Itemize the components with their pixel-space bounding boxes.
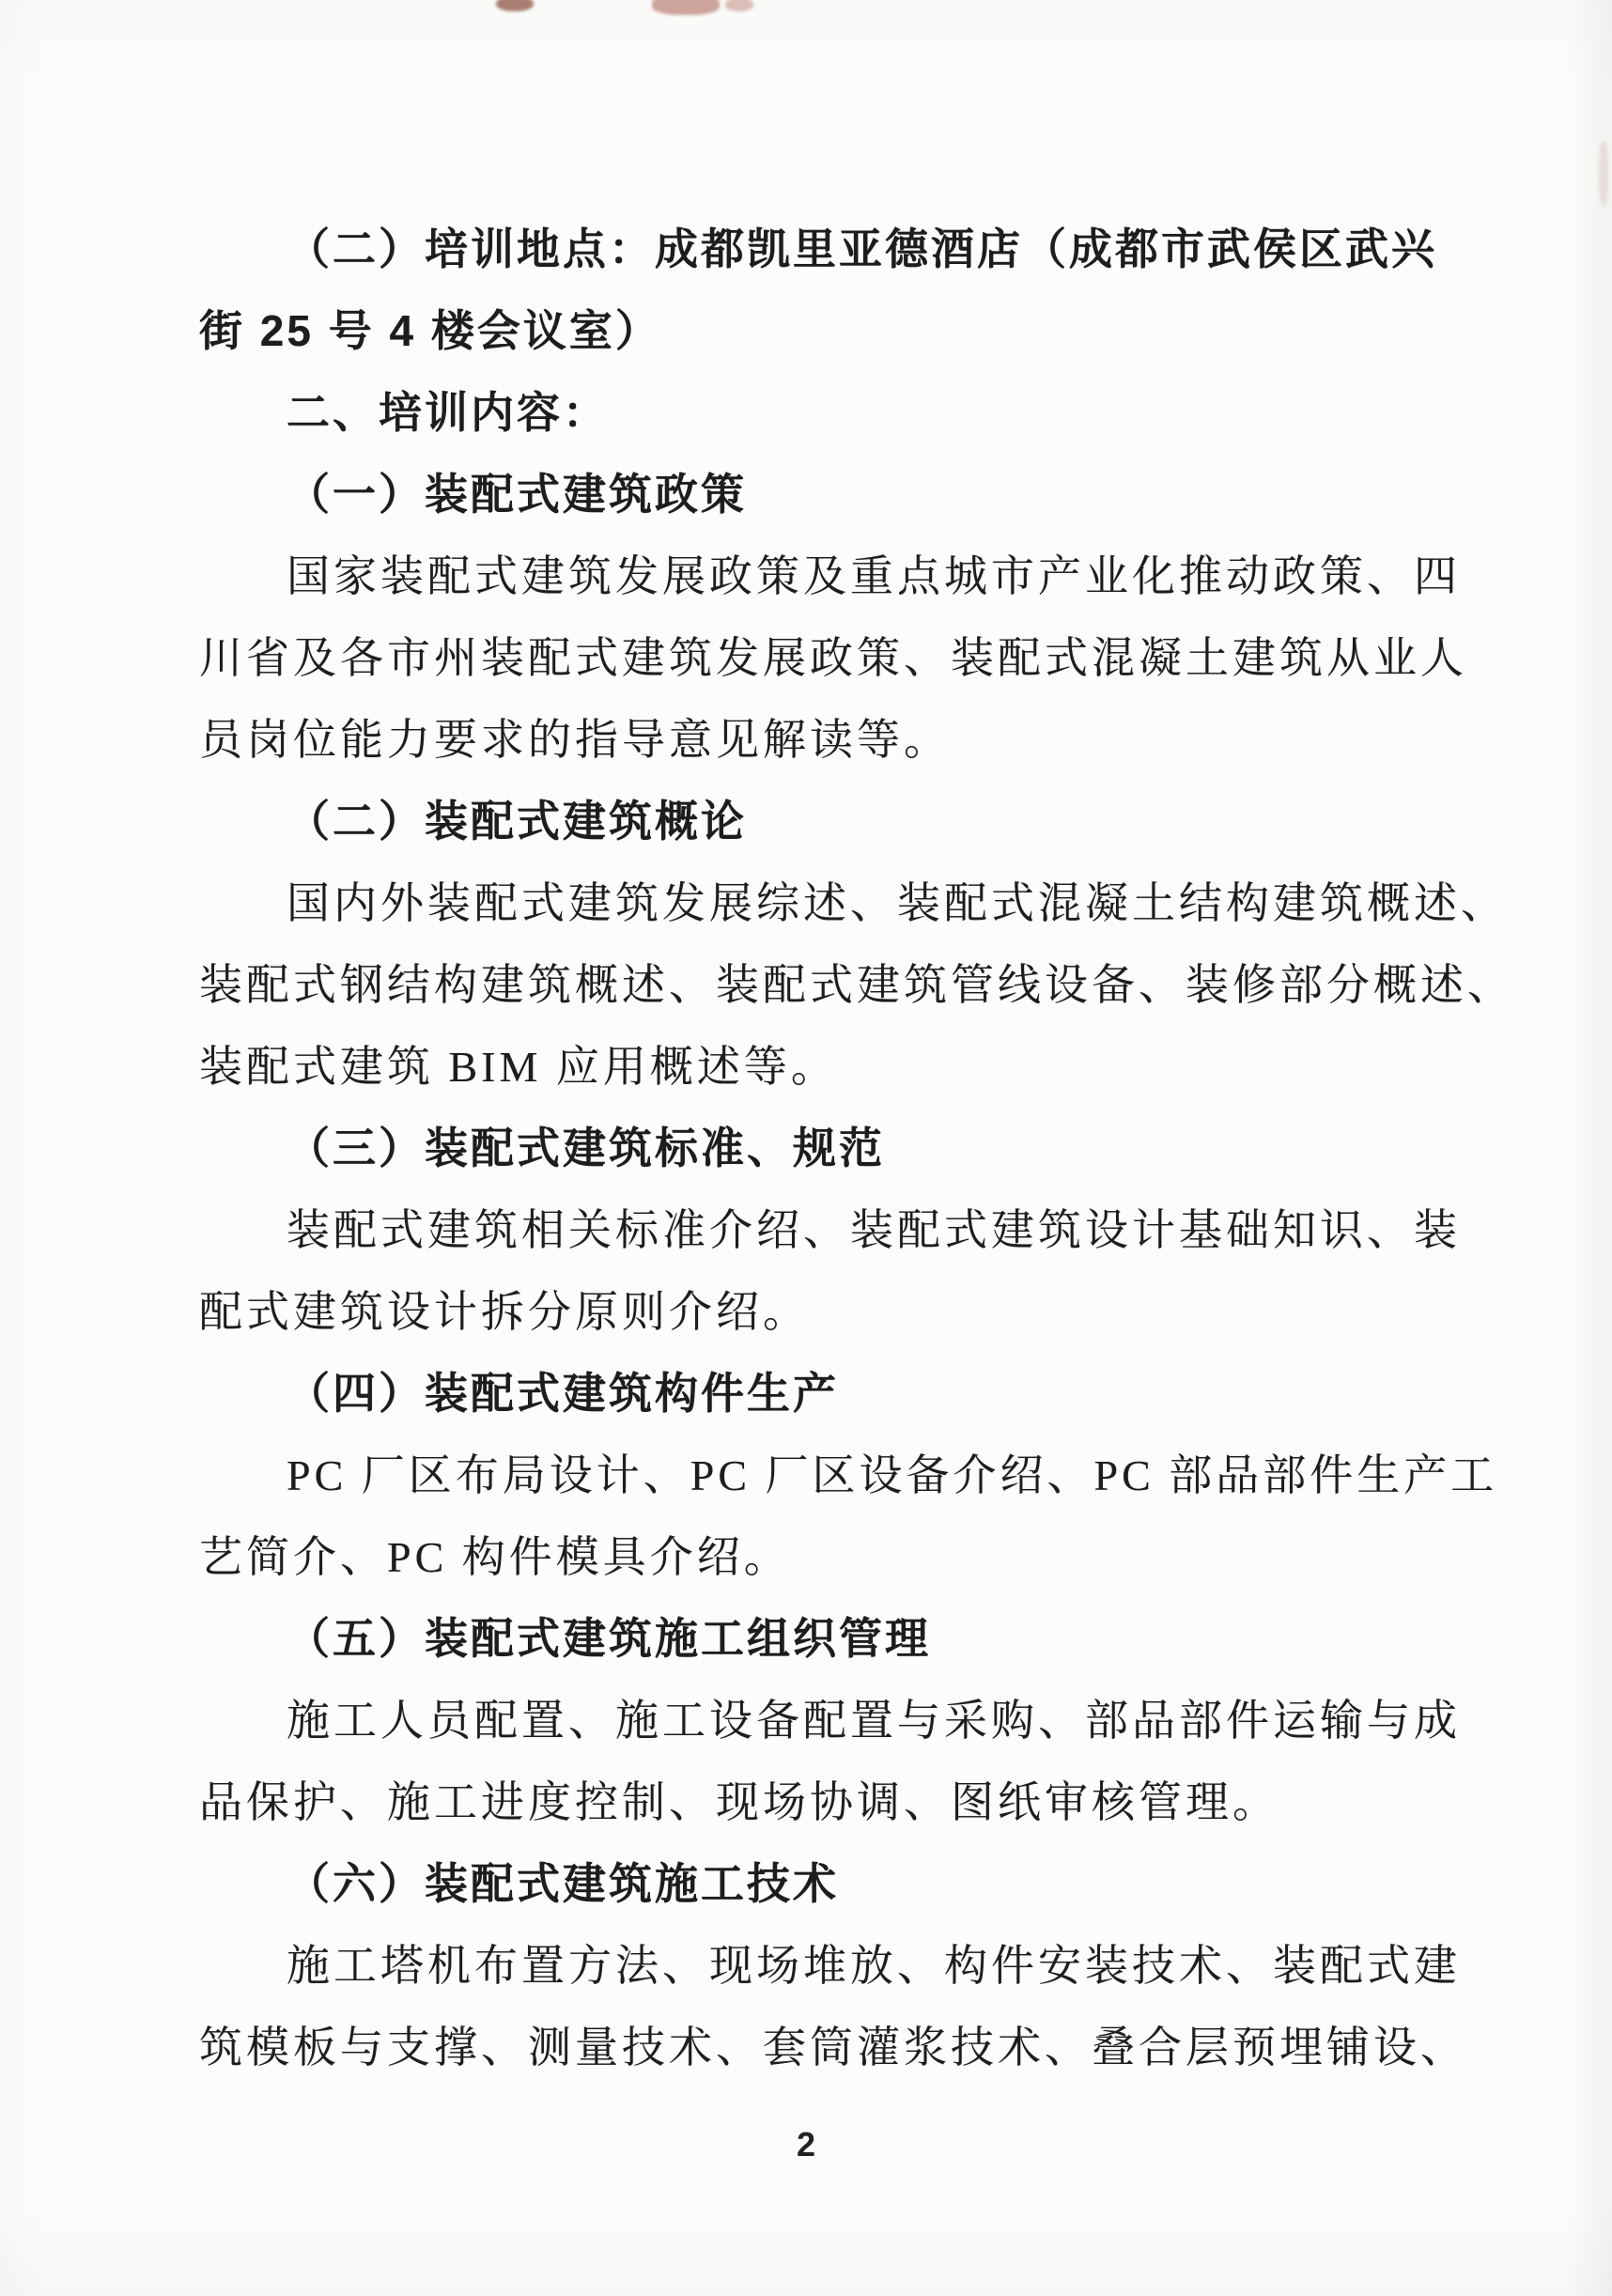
body-text-line: 施工人员配置、施工设备配置与采购、部品部件运输与成 [287, 1697, 1461, 1745]
heading-line: （六）装配式建筑施工技术 [287, 1859, 839, 1908]
body-text-line: 艺简介、PC 构件模具介绍。 [199, 1533, 791, 1581]
body-text-line: 施工塔机布置方法、现场堆放、构件安装技术、装配式建 [287, 1942, 1461, 1990]
heading-line: （一）装配式建筑政策 [287, 470, 747, 519]
scan-bleed-mark [652, 0, 720, 15]
body-text-line: 国内外装配式建筑发展综述、装配式混凝土结构建筑概述、 [287, 879, 1508, 927]
body-text-line: 筑模板与支撑、测量技术、套筒灌浆技术、叠合层预埋铺设、 [199, 2024, 1467, 2071]
heading-line: （三）装配式建筑标准、规范 [287, 1124, 885, 1172]
body-text-line: 国家装配式建筑发展政策及重点城市产业化推动政策、四 [287, 552, 1461, 600]
body-text-line: 品保护、施工进度控制、现场协调、图纸审核管理。 [199, 1778, 1279, 1826]
heading-line: （四）装配式建筑构件生产 [287, 1369, 839, 1418]
heading-line: （二）装配式建筑概论 [287, 797, 747, 845]
page-number: 2 [796, 2125, 816, 2164]
heading-line: 二、培训内容： [287, 388, 609, 437]
body-text-line: PC 厂区布局设计、PC 厂区设备介绍、PC 部品部件生产工 [287, 1451, 1498, 1499]
scan-edge-smudge [1599, 141, 1608, 207]
heading-line: 街 25 号 4 楼会议室） [199, 306, 661, 355]
body-text-line: 川省及各市州装配式建筑发展政策、装配式混凝土建筑从业人 [199, 634, 1467, 682]
body-text-line: 装配式建筑相关标准介绍、装配式建筑设计基础知识、装 [287, 1206, 1461, 1254]
scan-bleed-mark [496, 0, 534, 11]
scan-bleed-mark [725, 0, 753, 11]
document-body [199, 209, 1514, 2088]
body-text-line: 配式建筑设计拆分原则介绍。 [199, 1288, 810, 1336]
heading-line: （五）装配式建筑施工组织管理 [287, 1614, 931, 1663]
body-text-line: 装配式建筑 BIM 应用概述等。 [199, 1043, 838, 1091]
heading-line: （二）培训地点：成都凯里亚德酒店（成都市武侯区武兴 [287, 225, 1437, 273]
body-text-line: 装配式钢结构建筑概述、装配式建筑管线设备、装修部分概述、 [199, 961, 1514, 1009]
body-text-line: 员岗位能力要求的指导意见解读等。 [199, 716, 951, 764]
